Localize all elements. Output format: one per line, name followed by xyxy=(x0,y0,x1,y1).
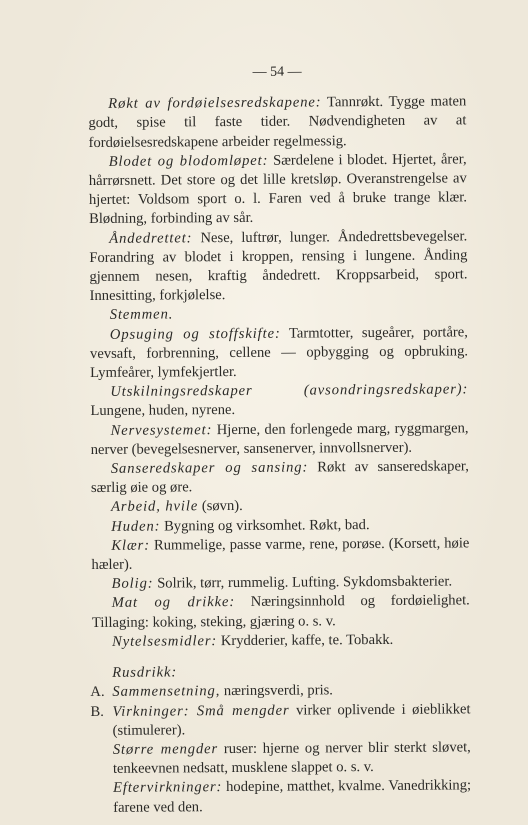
topic-heading: Arbeid, hvile xyxy=(111,498,199,516)
list-heading: Virkninger: Små mengder xyxy=(112,702,290,720)
topic-text: Næringsinnhold og fordøielighet. Tillaging: koking, steking, gjæring o. s. v. xyxy=(91,592,470,631)
topic-heading: Sanseredskaper og sansing: xyxy=(110,459,309,477)
topic-text: Hjerne, den forlengede marg, ryggmargen, nerver (bevegelsesnerver, sansenerver, innvollsnerver). xyxy=(90,420,469,458)
topic-text: (søvn). xyxy=(198,498,243,515)
list-text: virker oplivende i øieblikket (stimulerer). xyxy=(112,700,471,739)
topic-heading: Bolig: xyxy=(111,575,154,593)
paragraph xyxy=(90,381,468,422)
list-text: næringsverdi, pris. xyxy=(220,682,333,700)
topic-text: Solrik, tørr, rummelig. Lufting. Sykdomsbakterier. xyxy=(153,573,453,592)
paragraph xyxy=(91,496,469,518)
topic-text: Rummelige, passe varme, rene, porøse. (Korsett, høie hæler). xyxy=(91,535,470,574)
topic-text: Særdelene i blodet. Hjertet, årer, hårrørsnett. Det store og det lille kretsløp. Overanstrengelse av hjertet: Voldsom sport o. l. Faren ved å bruke trange klær. Blødning, forbinding av sår. xyxy=(88,151,467,228)
topic-heading: Nytelsesmidler: xyxy=(111,633,218,650)
paragraph xyxy=(92,573,470,595)
sub-heading: Eftervirkninger: xyxy=(113,779,223,797)
list-item xyxy=(92,700,470,741)
list-label: A. xyxy=(90,684,105,701)
sub-text: hodepine, matthet, kvalme. Vanedrikking; farene ved den. xyxy=(113,777,472,816)
section-title: Rusdrikk: xyxy=(112,664,178,681)
paragraph xyxy=(91,457,469,498)
paragraph xyxy=(90,419,468,460)
sub-heading: Større mengder xyxy=(112,741,219,758)
topic-list xyxy=(88,93,470,653)
topic-heading: Nervesystemet: xyxy=(110,421,213,439)
topic-heading: Mat og drikke: xyxy=(111,594,236,612)
lettered-list xyxy=(92,681,471,818)
topic-heading: Røkt av fordøielsesredskapene: xyxy=(108,94,322,113)
topic-heading: Huden: xyxy=(111,518,161,535)
topic-text: Tannrøkt. Tygge maten godt, spise til faste tider. Nødvendigheten av at fordøielsesredskapene arbeider regelmessig. xyxy=(88,93,467,151)
topic-heading: Opsuging og stoffskifte: xyxy=(109,325,281,343)
list-item xyxy=(92,681,470,703)
topic-heading: Åndedrettet: xyxy=(109,229,193,247)
paragraph xyxy=(90,323,468,383)
topic-text: Lungene, huden, nyrene. xyxy=(90,402,236,420)
list-label: B. xyxy=(90,703,104,720)
section-title-wrap xyxy=(112,661,470,683)
sub-text: ruser: hjerne og nerver blir sterkt sløvet, tenkeevnen nedsatt, musklene slappet o. s. v. xyxy=(112,739,471,777)
list-heading: Sammensetning, xyxy=(112,683,221,701)
topic-text: Nese, luftrør, lunger. Åndedrettsbevegelser. Forandring av blodet i kroppen, rensing i lungene. Ånding gjennem nesen, kraftig åndedrett. Kroppsarbeid, sport. Innesitting, forkjølelse. xyxy=(89,227,468,305)
paragraph xyxy=(90,304,468,326)
paragraph xyxy=(88,93,466,153)
topic-heading: Blodet og blodomløpet: xyxy=(108,152,269,170)
paragraph xyxy=(91,515,469,537)
topic-text: Bygning og virksomhet. Røkt, bad. xyxy=(160,516,370,535)
topic-text: Røkt av sanseredskaper, særlig øie og øre. xyxy=(90,458,469,497)
paragraph xyxy=(92,630,470,652)
page-number: — 54 — xyxy=(252,64,302,80)
sub-item xyxy=(93,777,471,818)
paragraph xyxy=(92,592,470,633)
topic-heading: Klær: xyxy=(111,537,150,554)
page-content xyxy=(88,61,471,817)
topic-heading: Utskilningsredskaper (avsondringsredskaper): xyxy=(110,381,469,401)
paragraph xyxy=(89,227,468,306)
topic-text: Tarmtotter, sugeårer, portåre, vevsaft, forbrenning, cellene — opbygging og opbruking. Lymfeårer, lymfekjertler. xyxy=(89,323,469,382)
paragraph xyxy=(91,534,469,575)
topic-text: Krydderier, kaffe, te. Tobakk. xyxy=(217,631,394,650)
sub-item xyxy=(93,738,471,779)
paragraph xyxy=(89,150,468,229)
topic-heading: Stemmen. xyxy=(109,306,174,324)
